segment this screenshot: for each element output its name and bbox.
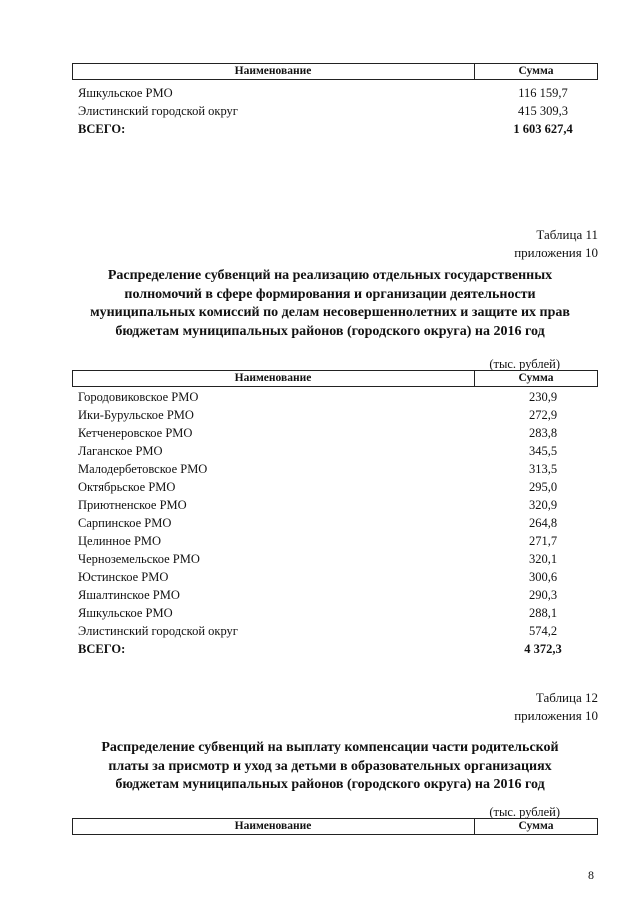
row-name: Юстинское РМО: [78, 570, 169, 584]
table12-header: [72, 818, 598, 835]
table11-caption: [514, 226, 598, 262]
row-value: 264,8: [528, 516, 558, 530]
total-label: ВСЕГО:: [78, 642, 126, 656]
row-name: Лаганское РМО: [78, 444, 163, 458]
row-name: Октябрьское РМО: [78, 480, 176, 494]
row-value: 283,8: [528, 426, 558, 440]
header-name-cell: Наименование: [234, 820, 312, 832]
row-value: 230,9: [528, 390, 558, 404]
table-row: [78, 604, 578, 622]
table-row: [78, 568, 578, 586]
row-name: Сарпинское РМО: [78, 516, 172, 530]
row-name: Приютненское РМО: [78, 498, 187, 512]
table-row: [78, 532, 578, 550]
table-row: [78, 514, 578, 532]
total-row: [78, 120, 578, 138]
table-row: [78, 388, 578, 406]
row-value: 295,0: [528, 480, 558, 494]
header-sum-cell: Сумма: [518, 372, 554, 384]
total-value: 4 372,3: [524, 642, 562, 656]
title-line: Распределение субвенций на реализацию отдельных государственных: [107, 268, 553, 283]
table11-unit: (тыс. рублей): [489, 357, 560, 371]
title-line: платы за присмотр и уход за детьми в образовательных организациях: [108, 758, 552, 774]
row-name: Яшалтинское РМО: [78, 588, 180, 602]
table-row: [78, 424, 578, 442]
page-number: 8: [588, 868, 594, 882]
caption-line: Таблица 11: [536, 227, 598, 242]
row-value: 272,9: [528, 408, 558, 422]
total-row: [78, 640, 578, 658]
header-sum-cell: Сумма: [518, 65, 554, 77]
title-line: полномочий в сфере формирования и организации деятельности: [124, 286, 536, 302]
table-row: [78, 496, 578, 514]
row-value: 320,9: [528, 498, 558, 512]
total-label: ВСЕГО:: [78, 122, 126, 136]
row-value: 574,2: [528, 624, 558, 638]
table-row: [78, 586, 578, 604]
title-line: муниципальных комиссий по делам несовершеннолетних и защите их прав: [90, 305, 570, 320]
row-value: 345,5: [528, 444, 558, 458]
row-value: 415 309,3: [518, 104, 568, 118]
caption-line: приложения 10: [514, 708, 598, 723]
row-value: 116 159,7: [518, 86, 568, 100]
table-row: [78, 102, 578, 120]
table12-unit: (тыс. рублей): [489, 805, 560, 819]
row-name: Элистинский городской округ: [78, 104, 238, 118]
row-value: 290,3: [528, 588, 558, 602]
row-value: 288,1: [528, 606, 558, 620]
row-value: 271,7: [528, 534, 558, 548]
table-row: [78, 622, 578, 640]
row-name: Кетченеровское РМО: [78, 426, 193, 440]
row-name: Малодербетовское РМО: [78, 462, 208, 476]
table-row: [78, 550, 578, 568]
table12-caption: [514, 689, 598, 725]
row-name: Городовиковское РМО: [78, 390, 199, 404]
table-row: [78, 442, 578, 460]
title-line: бюджетам муниципальных районов (городского округа) на 2016 год: [115, 323, 545, 339]
title-line: бюджетам муниципальных районов (городского округа) на 2016 год: [115, 777, 545, 792]
table-row: [78, 478, 578, 496]
table11-header: [72, 370, 598, 387]
caption-line: приложения 10: [514, 245, 598, 260]
row-name: Ики-Бурульское РМО: [78, 408, 194, 422]
header-sum-cell: Сумма: [518, 820, 554, 832]
table-row: [78, 406, 578, 424]
table11-title: [60, 267, 600, 341]
header-name-cell: Наименование: [234, 65, 312, 77]
row-value: 300,6: [528, 570, 558, 584]
caption-line: Таблица 12: [535, 690, 598, 705]
row-name: Целинное РМО: [78, 534, 162, 548]
row-name: Черноземельское РМО: [78, 552, 200, 566]
top-table-header: [72, 63, 598, 80]
table-row: [78, 460, 578, 478]
row-name: Яшкульское РМО: [78, 606, 173, 620]
row-name: Яшкульское РМО: [78, 86, 173, 100]
table12-title: [60, 739, 600, 795]
header-name-cell: Наименование: [234, 372, 312, 384]
row-name: Элистинский городской округ: [78, 624, 238, 638]
row-value: 320,1: [528, 552, 558, 566]
row-value: 313,5: [528, 462, 558, 476]
title-line: Распределение субвенций на выплату компенсации части родительской: [101, 740, 559, 755]
table-row: [78, 84, 578, 102]
total-value: 1 603 627,4: [513, 122, 573, 136]
